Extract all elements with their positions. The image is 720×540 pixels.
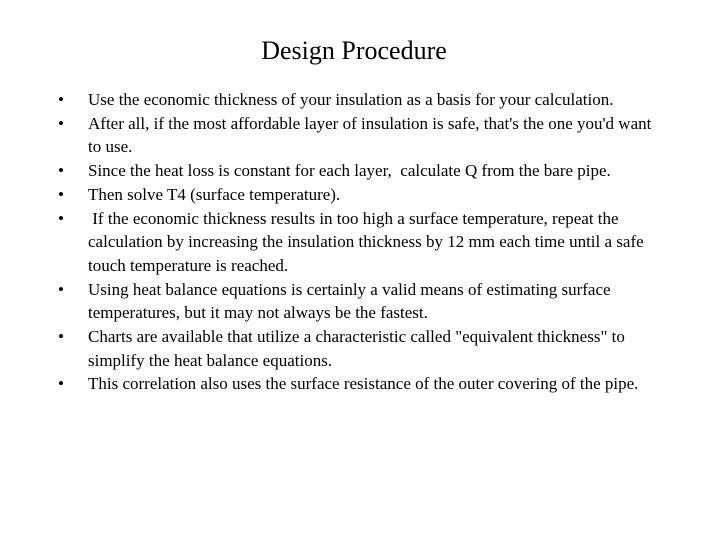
bullet-point-icon: • (58, 90, 64, 109)
bullet-item (58, 207, 668, 278)
bullet-text: After all, if the most affordable layer of insulation is safe, that's the one you'd want to use. (88, 113, 656, 157)
bullet-text: Using heat balance equations is certainly a valid means of estimating surface temperatures, but it may not always be the fastest. (88, 279, 615, 323)
bullet-point-icon: • (58, 208, 64, 228)
bullet-text: Charts are available that utilize a characteristic called "equivalent thickness" to simplify the heat balance equations. (88, 327, 630, 370)
bullet-item (58, 278, 668, 325)
bullet-point-icon: • (58, 327, 64, 347)
bullet-text: Then solve T4 (surface temperature). (88, 184, 341, 204)
slide-title: Design Procedure (261, 36, 447, 65)
bullet-point-icon: • (58, 161, 64, 181)
bullet-text: This correlation also uses the surface resistance of the outer covering of the pipe. (88, 374, 639, 394)
bullet-point-icon: • (58, 279, 64, 299)
bullet-item (58, 325, 668, 372)
bullet-item (58, 159, 668, 183)
bullet-text: Use the economic thickness of your insulation as a basis for your calculation. (88, 90, 614, 109)
bullet-item (58, 372, 668, 396)
bullet-list (58, 88, 668, 396)
bullet-point-icon: • (58, 113, 64, 133)
bullet-text: Since the heat loss is constant for each layer, calculate Q from the bare pipe. (88, 161, 611, 181)
bullet-point-icon: • (58, 184, 64, 204)
bullet-point-icon: • (58, 374, 64, 394)
bullet-item (58, 112, 668, 159)
bullet-text: If the economic thickness results in too high a surface temperature, repeat the calculation by increasing the insulation thickness by 12 mm each time until a safe touch temperature is reached. (88, 208, 648, 275)
bullet-item (58, 88, 668, 112)
bullet-item (58, 183, 668, 207)
